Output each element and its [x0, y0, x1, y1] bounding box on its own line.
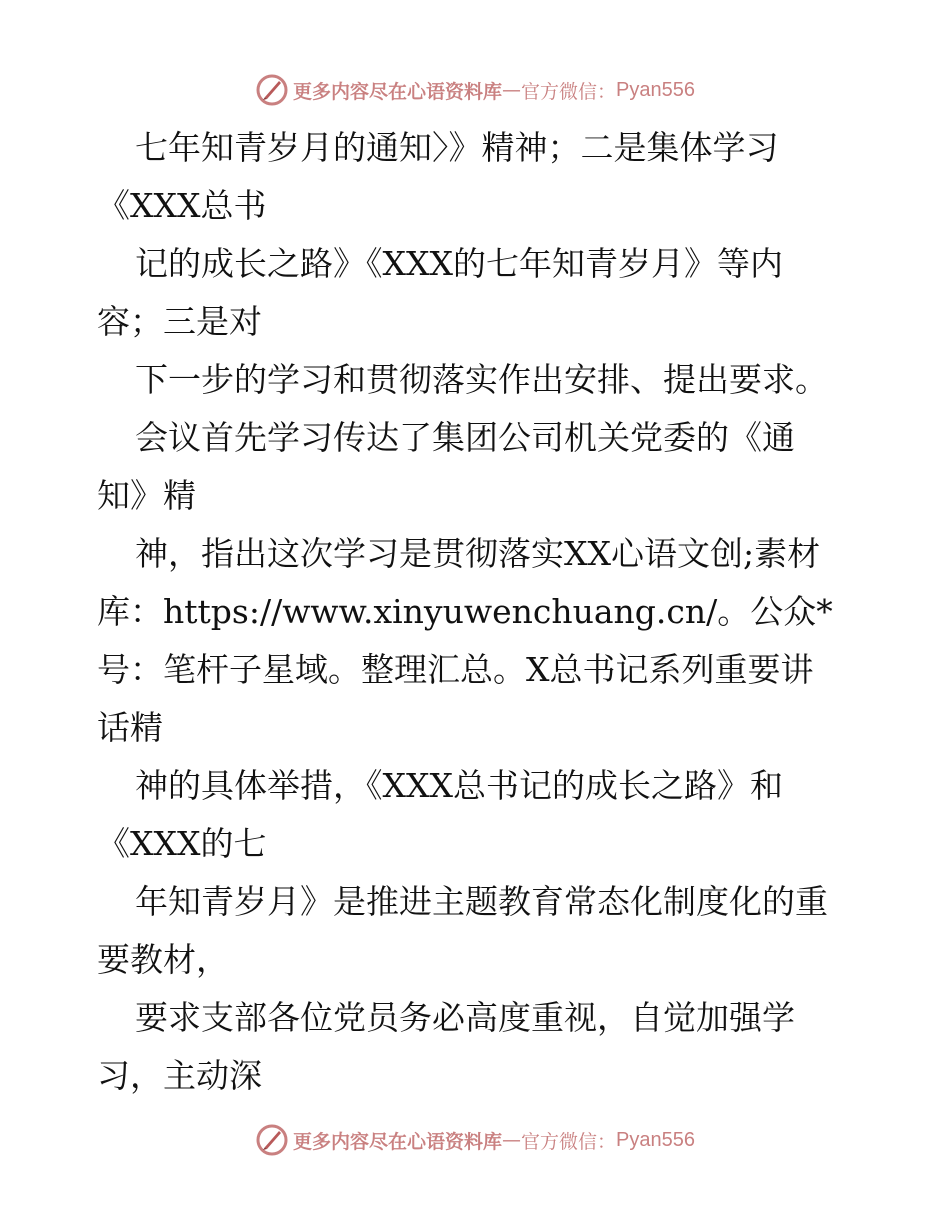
watermark-contact-id: Pyan556 — [616, 78, 695, 101]
text-line: 话精 — [97, 708, 163, 747]
watermark-contact-id: Pyan556 — [616, 1128, 695, 1151]
text-line: 下一步的学习和贯彻落实作出安排、提出要求。 — [135, 360, 828, 399]
text-line: 记的成长之路》《XXX的七年知青岁月》等内 — [135, 244, 783, 283]
text-line: 要教材， — [97, 940, 229, 979]
watermark-separator: — — [502, 1129, 522, 1151]
watermark-contact-label: 官方微信： — [521, 80, 617, 103]
text-line: 库：https://www.xinyuwenchuang.cn/。公众* — [97, 592, 833, 631]
text-line: 知》精 — [97, 476, 196, 515]
quill-seal-icon — [255, 1123, 289, 1157]
text-line: 要求支部各位党员务必高度重视，自觉加强学 — [135, 998, 795, 1037]
text-line: 习，主动深 — [97, 1056, 262, 1095]
watermark-contact-label: 官方微信： — [521, 1130, 617, 1153]
watermark-separator: — — [502, 79, 522, 101]
text-line: 《XXX的七 — [97, 824, 267, 863]
text-line: 会议首先学习传达了集团公司机关党委的《通 — [135, 418, 795, 457]
text-line: 七年知青岁月的通知〉》精神；二是集体学习 — [135, 128, 779, 167]
watermark-site-text: 更多内容尽在心语资料库 — [293, 1130, 503, 1153]
text-line: 号：笔杆子星域。整理汇总。X总书记系列重要讲 — [97, 650, 814, 689]
watermark-site-text: 更多内容尽在心语资料库 — [293, 80, 503, 103]
footer-watermark — [0, 1122, 950, 1158]
text-line: 《XXX总书 — [97, 186, 267, 225]
text-line: 年知青岁月》是推进主题教育常态化制度化的重 — [135, 882, 828, 921]
text-line: 神的具体举措，《XXX总书记的成长之路》和 — [135, 766, 783, 805]
text-line: 容；三是对 — [97, 302, 262, 341]
text-line: 神，指出这次学习是贯彻落实XX心语文创;素材 — [135, 534, 821, 573]
